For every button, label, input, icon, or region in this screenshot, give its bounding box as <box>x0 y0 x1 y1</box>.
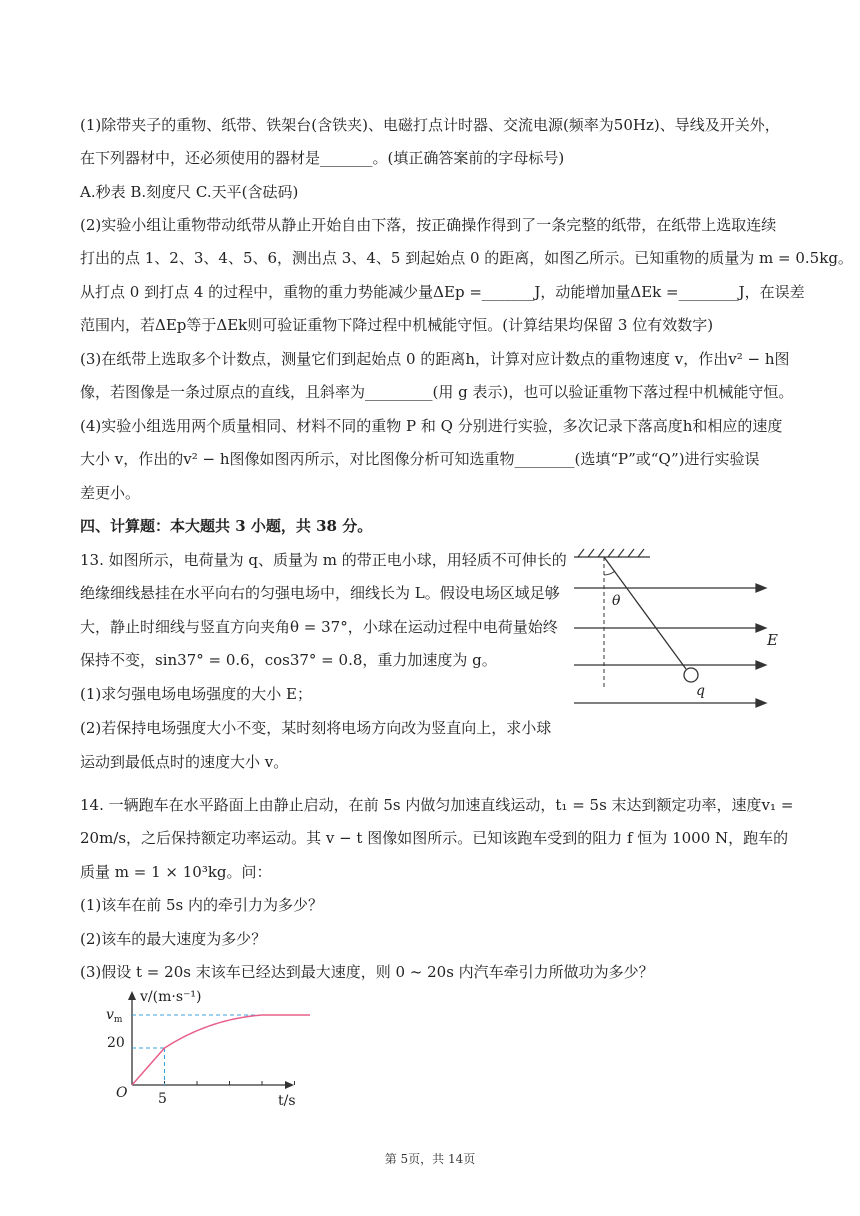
y-axis-label: v/(m·s⁻¹) <box>140 989 202 1005</box>
q12-part1-line1: (1)除带夹子的重物、纸带、铁架台(含铁夹)、电磁打点计时器、交流电源(频率为50Hz)、导线及开关外， <box>80 116 780 134</box>
q12-part3-line1: (3)在纸带上选取多个计数点，测量它们到起始点 0 的距离h，计算对应计数点的重物速度 v，作出v² − h图 <box>80 350 790 368</box>
q12-part3-line2: 像，若图像是一条过原点的直线，且斜率为_________(用 g 表示)，也可以验证重物下落过程中机械能守恒。 <box>80 383 794 401</box>
x-axis-label: t/s <box>278 1093 296 1109</box>
x-axis-arrow <box>285 1081 294 1089</box>
ceiling <box>574 549 650 557</box>
q12-part4-line2: 大小 v，作出的v² − h图像如图丙所示，对比图像分析可知选重物________(选填“P”或“Q”)进行实验误 <box>80 450 760 468</box>
velocity-curve <box>132 1015 310 1085</box>
q13-line4: 保持不变，sin37° = 0.6，cos37° = 0.8，重力加速度为 g。 <box>80 651 497 669</box>
q12-options: A.秒表 B.刻度尺 C.天平(含砝码) <box>80 183 299 201</box>
theta-label: θ <box>612 593 621 609</box>
electric-field-pendulum-figure <box>560 545 790 715</box>
q12-part2-line2: 打出的点 1、2、3、4、5、6，测出点 3、4、5 到起始点 0 的距离，如图乙所示。已知重物的质量为 m = 0.5kg。 <box>80 249 853 267</box>
q12-part2-line1: (2)实验小组让重物带动纸带从静止开始自由下落，按正确操作得到了一条完整的纸带，在纸带上选取连续 <box>80 216 777 234</box>
x-tick-5: 5 <box>158 1091 167 1107</box>
guide-lines <box>132 1015 262 1085</box>
q13-line3: 大，静止时细线与竖直方向夹角θ = 37°，小球在运动过程中电荷量始终 <box>80 618 558 636</box>
charged-ball <box>684 668 698 682</box>
q13-question2-line1: (2)若保持电场强度大小不变，某时刻将电场方向改为竖直向上，求小球 <box>80 719 552 737</box>
angle-arc <box>604 571 615 575</box>
q14-line3: 质量 m = 1 × 10³kg。问： <box>80 863 272 881</box>
section-title: 四、计算题：本大题共 3 小题，共 38 分。 <box>80 517 373 535</box>
q13-question1: (1)求匀强电场电场强度的大小 E； <box>80 685 312 703</box>
q14-line1: 14. 一辆跑车在水平路面上由静止启动，在前 5s 内做匀加速直线运动，t₁ = 5s 末达到额定功率，速度v₁ = <box>80 796 794 814</box>
q14-question1: (1)该车在前 5s 内的牵引力为多少？ <box>80 896 324 914</box>
q14-line2: 20m/s，之后保持额定功率运动。其 v − t 图像如图所示。已知该跑车受到的阻力 f 恒为 1000 N，跑车的 <box>80 829 789 847</box>
origin-label: O <box>116 1085 128 1101</box>
q13-line2: 绝缘细线悬挂在水平向右的匀强电场中，细线长为 L。假设电场区域足够 <box>80 584 560 602</box>
q12-part4-line1: (4)实验小组选用两个质量相同、材料不同的重物 P 和 Q 分别进行实验，多次记录下落高度h和相应的速度 <box>80 417 783 435</box>
charge-label: q <box>696 683 705 699</box>
q14-question2: (2)该车的最大速度为多少？ <box>80 930 267 948</box>
y-axis-arrow <box>128 991 136 1000</box>
q12-part2-line4: 范围内，若ΔEp等于ΔEk则可验证重物下降过程中机械能守恒。(计算结果均保留 3 位有效数字) <box>80 316 714 334</box>
field-label: E <box>767 631 778 649</box>
vm-label: $v_m$ <box>106 1007 123 1025</box>
q14-question3: (3)假设 t = 20s 末该车已经达到最大速度，则 0 ~ 20s 内汽车牵引力所做功为多少？ <box>80 963 654 981</box>
page-footer: 第 5页，共 14页 <box>384 1152 476 1166</box>
q12-part2-line3: 从打点 0 到打点 4 的过程中，重物的重力势能减少量ΔEp =_______J，动能增加量ΔEk =________J，在误差 <box>80 283 805 301</box>
y-tick-20: 20 <box>107 1035 125 1051</box>
vt-graph <box>100 985 310 1115</box>
q12-part1-line2: 在下列器材中，还必须使用的器材是_______。(填正确答案前的字母标号) <box>80 149 565 167</box>
q13-line1: 13. 如图所示，电荷量为 q、质量为 m 的带正电小球，用轻质不可伸长的 <box>80 551 567 569</box>
field-lines <box>574 584 766 707</box>
string <box>604 557 686 669</box>
q12-part4-line3: 差更小。 <box>80 484 141 502</box>
q13-question2-line2: 运动到最低点时的速度大小 v。 <box>80 753 289 771</box>
